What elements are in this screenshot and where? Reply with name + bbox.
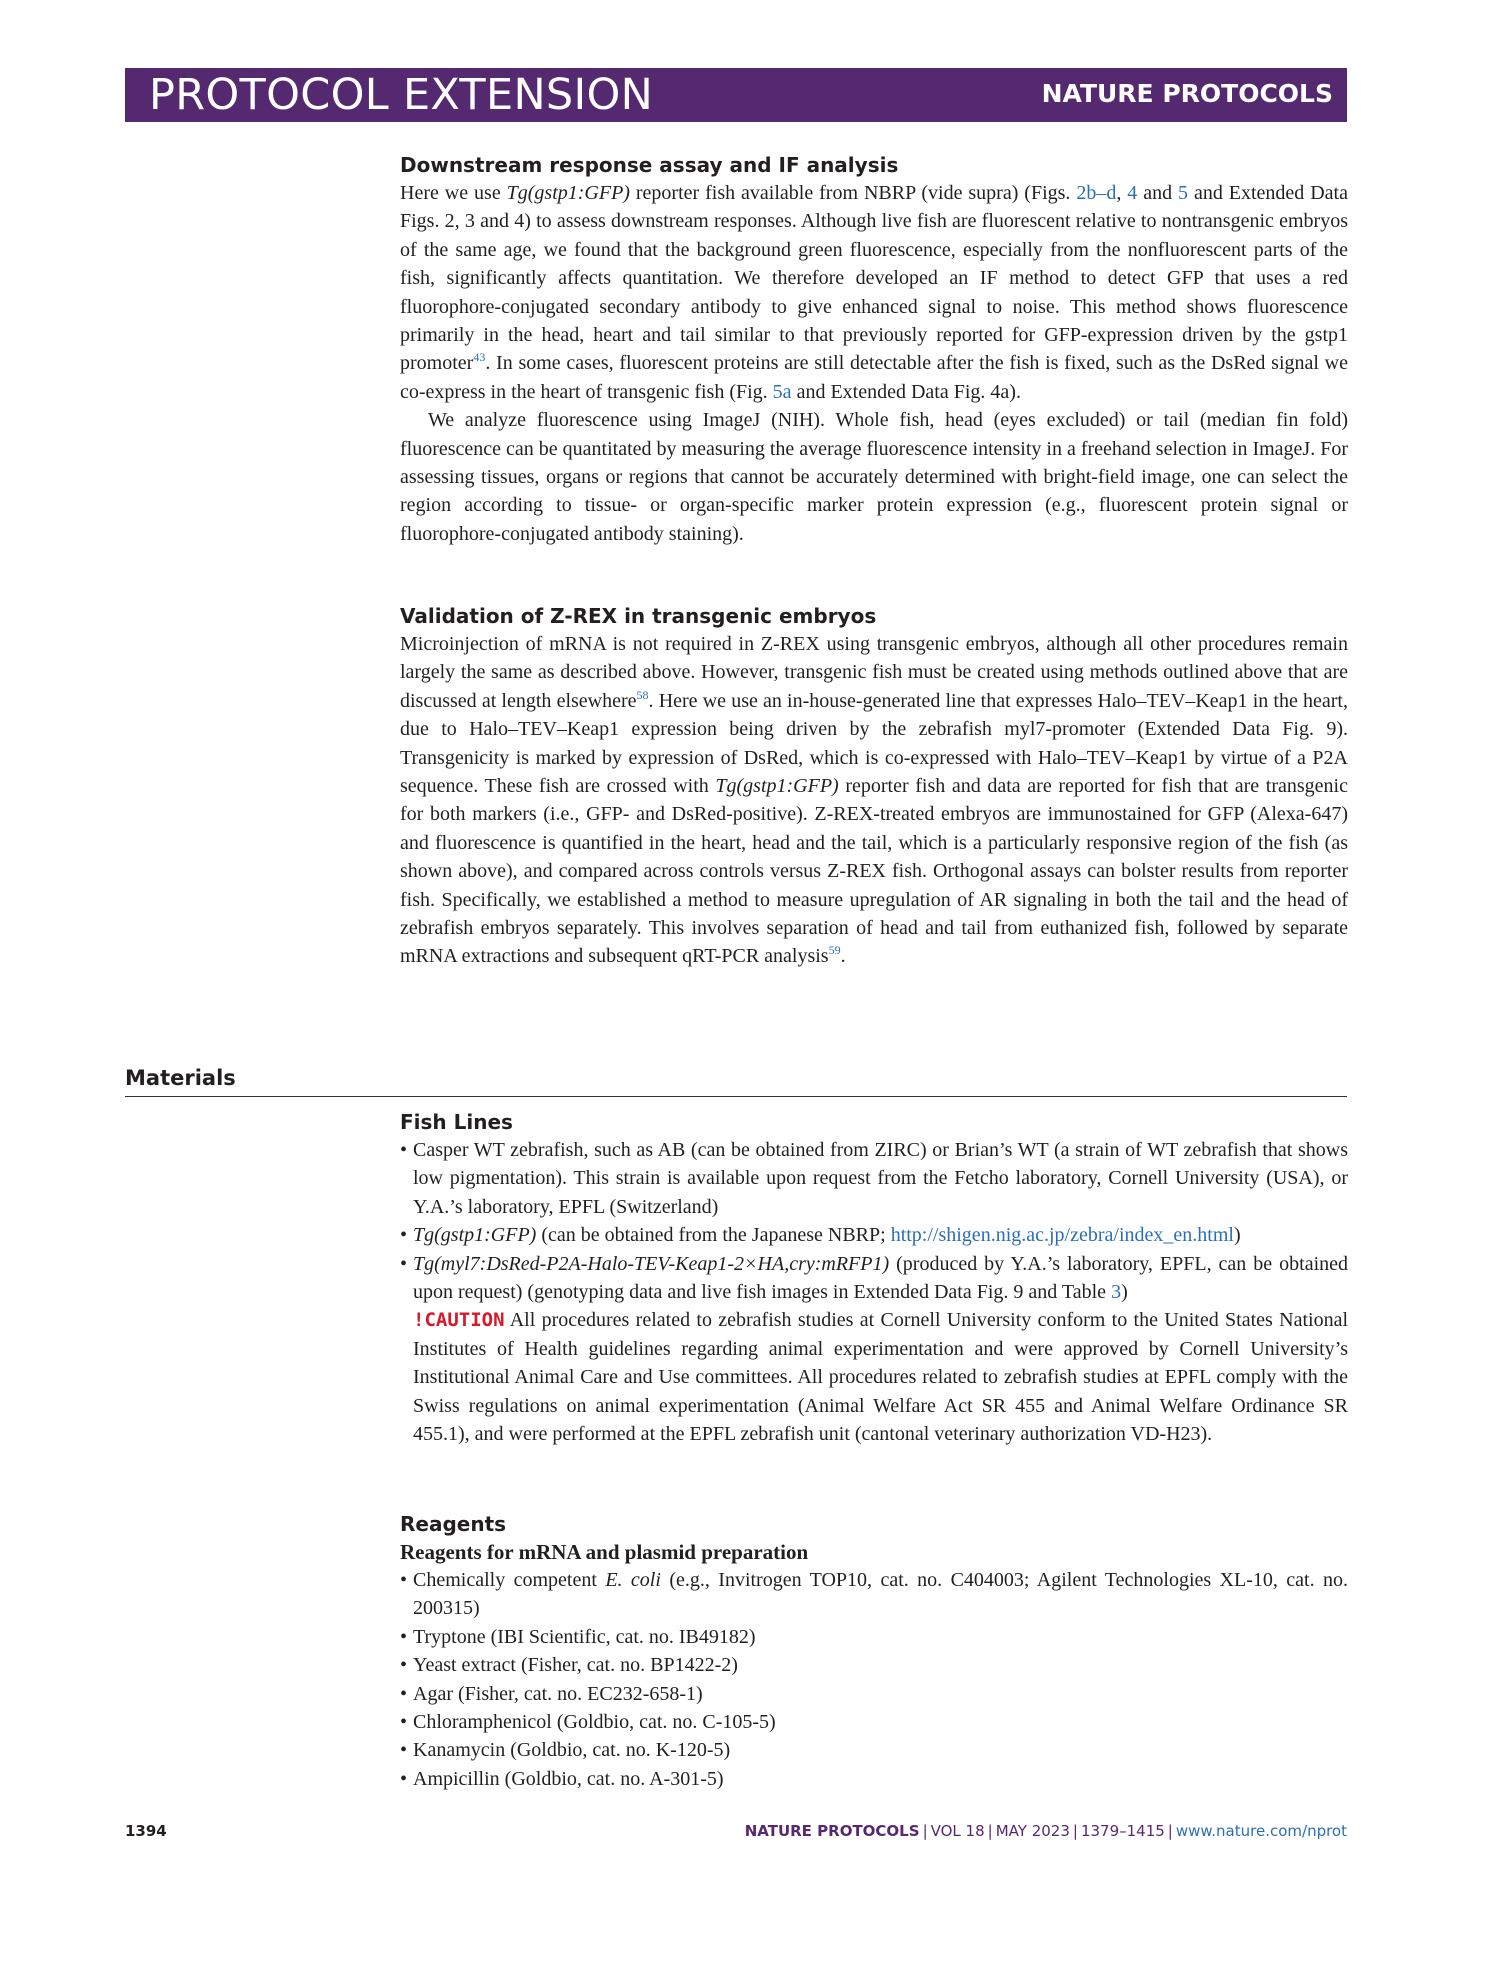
reference-link[interactable]: 58 (636, 687, 649, 702)
reagents-list (400, 1566, 1348, 1793)
nbrp-link[interactable]: http://shigen.nig.ac.jp/zebra/index_en.html (890, 1224, 1234, 1247)
fish-lines-section (400, 1108, 1348, 1448)
section-downstream-assay (400, 151, 1348, 548)
footer-volume: VOL 18 (930, 1822, 985, 1840)
section-heading: Downstream response assay and IF analysis (400, 153, 899, 177)
figure-link[interactable]: 5a (772, 380, 792, 403)
section-type-label: PROTOCOL EXTENSION (149, 70, 654, 120)
list-item: • Kanamycin (Goldbio, cat. no. K-120-5) (400, 1736, 1348, 1764)
list-item: • Tg(myl7:DsRed-P2A-Halo-TEV-Keap1-2×HA,cry:mRFP1) (produced by Y.A.’s laboratory, EPFL, can be obtained upon request) (genotyping data and live fish images in Extended Data Fig. 9 and Table 3) (400, 1250, 1348, 1307)
section-divider (125, 1096, 1347, 1097)
reagents-subheading: Reagents for mRNA and plasmid preparation (400, 1540, 809, 1564)
fish-lines-list (400, 1136, 1348, 1306)
list-item: • Yeast extract (Fisher, cat. no. BP1422-2) (400, 1651, 1348, 1679)
reference-link[interactable]: 43 (473, 350, 486, 365)
list-item: • Casper WT zebrafish, such as AB (can be obtained from ZIRC) or Brian’s WT (a strain of WT zebrafish that shows low pigmentation). This strain is available upon request from the Fetcho laboratory, Cornell University (USA), or Y.A.’s laboratory, EPFL (Switzerland) (400, 1136, 1348, 1221)
paragraph: Microinjection of mRNA is not required in Z-REX using transgenic embryos, although all other procedures remain largely the same as described above. However, transgenic fish must be created using methods outlined above that are discussed at length elsewhere$^{58}$. Here we use an in-house-generated line that expresses Halo–TEV–Keap1 in the heart, due to Halo–TEV–Keap1 expression being driven by the zebrafish myl7-promoter (Extended Data Fig. 9). Transgenicity is marked by expression of DsRed, which is co-expressed with Halo–TEV–Keap1 by virtue of a P2A sequence. These fish are crossed with Tg(gstp1:GFP) reporter fish and data are reported for fish that are transgenic for both markers (i.e., GFP- and DsRed-positive). Z-REX-treated embryos are immunostained for GFP (Alexa-647) and fluorescence is quantified in the heart, head and the tail, which is a particularly responsive region of the fish (as shown above), and compared across controls versus Z-REX fish. Orthogonal assays can bolster results from reporter fish. Specifically, we established a method to measure upregulation of AR signaling in both the tail and the head of zebrafish embryos separately. This involves separation of head and tail from euthanized fish, followed by separate mRNA extractions and subsequent qRT-PCR analysis$^{59}$. (400, 633, 1348, 968)
footer-citation: NATURE PROTOCOLS | VOL 18 | MAY 2023 | 1379–1415 | www.nature.com/nprot (744, 1822, 1347, 1840)
caution-label: !CAUTION (413, 1309, 505, 1332)
figure-link[interactable]: 5 (1178, 182, 1189, 204)
reference-link[interactable]: 59 (828, 943, 841, 958)
caution-note: !CAUTION All procedures related to zebrafish studies at Cornell University conform to the United States National Institutes of Health guidelines regarding animal experimentation and were approved by Cornell University’s Institutional Animal Care and Use committees. All procedures related to zebrafish studies at EPFL comply with the Swiss regulations on animal experimentation (Animal Welfare Act SR 455 and Animal Welfare Ordinance SR 455.1), and were performed at the EPFL zebrafish unit (cantonal veterinary authorization VD-H23). (413, 1309, 1348, 1446)
list-item: • Tg(gstp1:GFP) (can be obtained from the Japanese NBRP; http://shigen.nig.ac.jp/zebra/index_en.html) (400, 1221, 1348, 1249)
list-item: • Chloramphenicol (Goldbio, cat. no. C-105-5) (400, 1708, 1348, 1736)
journal-name: NATURE PROTOCOLS (1041, 79, 1333, 108)
paragraph: We analyze fluorescence using ImageJ (NIH). Whole fish, head (eyes excluded) or tail (median fin fold) fluorescence can be quantitated by measuring the average fluorescence intensity in a freehand selection in ImageJ. For assessing tissues, organs or regions that cannot be accurately determined with bright-field image, one can select the region according to tissue- or organ-specific marker protein expression (e.g., fluorescent protein signal or fluorophore-conjugated antibody staining). (400, 409, 1348, 545)
reagents-heading: Reagents (400, 1512, 507, 1536)
header-banner (125, 68, 1347, 122)
table-link[interactable]: 3 (1111, 1281, 1122, 1304)
section-heading: Validation of Z-REX in transgenic embryos (400, 604, 877, 628)
paragraph: Here we use Tg(gstp1:GFP) reporter fish available from NBRP (vide supra) (Figs. 2b–d, 4 and 5 and Extended Data Figs. 2, 3 and 4) to assess downstream responses. Although live fish are fluorescent relative to nontransgenic embryos of the same age, we found that the background green fluorescence, especially from the nonfluorescent parts of the fish, significantly affects quantitation. We therefore developed an IF method to detect GFP that uses a red fluorophore-conjugated secondary antibody to give enhanced signal to noise. This method shows fluorescence primarily in the head, heart and tail similar to that previously reported for GFP-expression driven by the gstp1 promoter$^{43}$. In some cases, fluorescent proteins are still detectable after the fish is fixed, such as the DsRed signal we co-express in the heart of transgenic fish (Fig. 5a and Extended Data Fig. 4a). (400, 182, 1348, 403)
list-item: • Ampicillin (Goldbio, cat. no. A-301-5) (400, 1765, 1348, 1793)
figure-link[interactable]: 4 (1127, 182, 1138, 204)
footer-journal: NATURE PROTOCOLS (744, 1822, 920, 1840)
fish-lines-heading: Fish Lines (400, 1110, 513, 1134)
reagents-section (400, 1510, 1348, 1793)
list-item: • Chemically competent E. coli (e.g., Invitrogen TOP10, cat. no. C404003; Agilent Technologies XL-10, cat. no. 200315) (400, 1566, 1348, 1623)
list-item: • Agar (Fisher, cat. no. EC232-658-1) (400, 1680, 1348, 1708)
figure-link[interactable]: 2b–d (1076, 182, 1117, 204)
journal-url-link[interactable]: www.nature.com/nprot (1175, 1822, 1347, 1840)
materials-heading: Materials (125, 1066, 236, 1090)
page-number: 1394 (125, 1822, 167, 1840)
list-item: • Tryptone (IBI Scientific, cat. no. IB49182) (400, 1623, 1348, 1651)
footer-pages: 1379–1415 (1080, 1822, 1165, 1840)
footer-date: MAY 2023 (995, 1822, 1070, 1840)
section-zrex-validation (400, 602, 1348, 971)
